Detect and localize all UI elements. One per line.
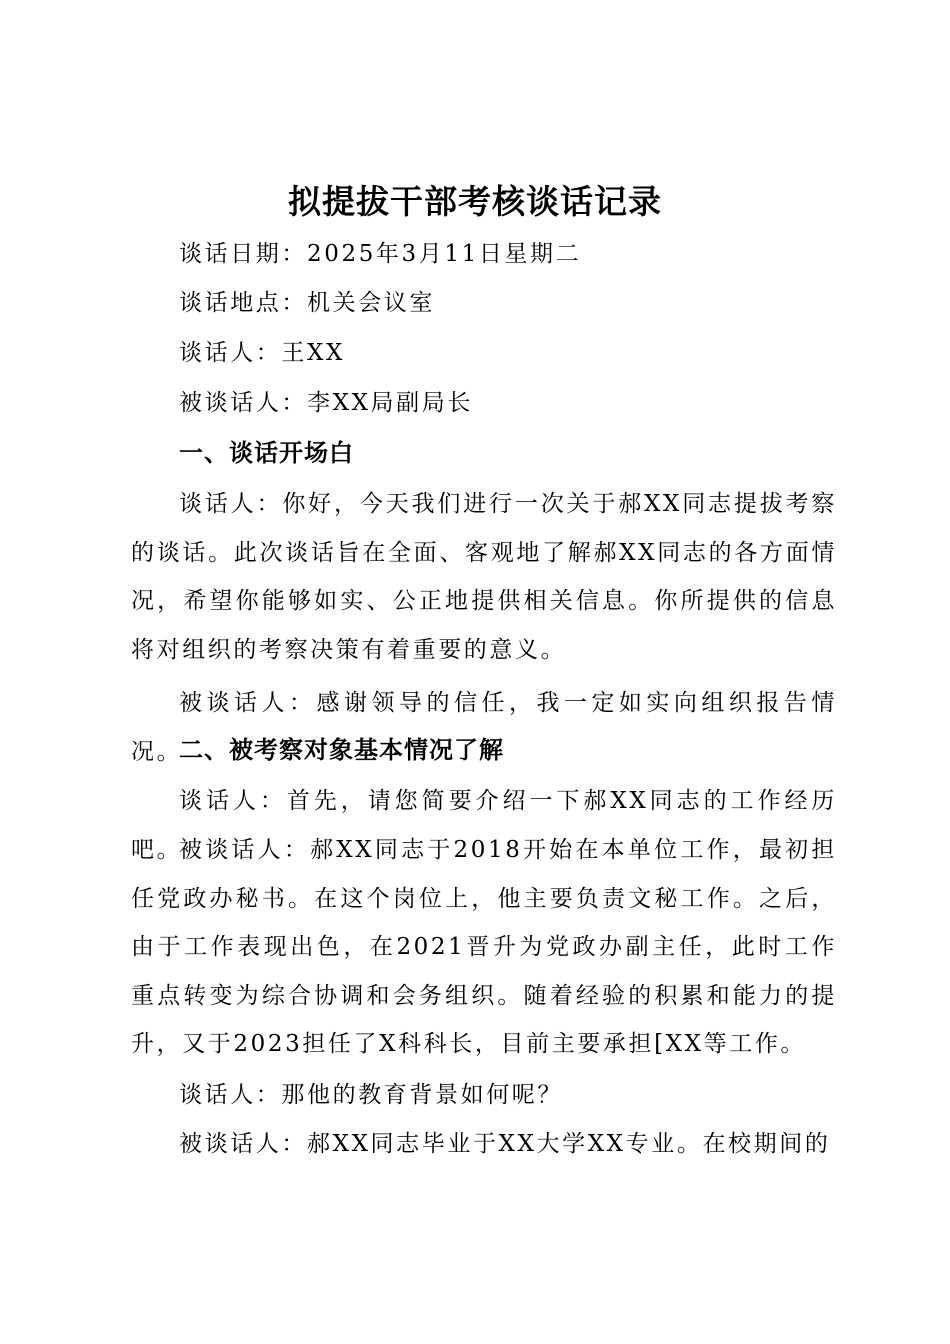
meta-interviewer: 谈话人：王XX <box>179 340 345 366</box>
section-heading-basic-info: 二、被考察对象基本情况了解 <box>179 735 504 764</box>
section-heading-opening: 一、谈话开场白 <box>179 438 354 467</box>
paragraph-question-experience: 谈话人：首先，请您简要介绍一下郝XX同志的工作经历吧。 <box>131 788 837 863</box>
meta-date: 谈话日期：2025年3月11日星期二 <box>179 241 582 267</box>
document-title: 拟提拔干部考核谈话记录 <box>288 182 662 221</box>
meta-interviewee: 被谈话人：李XX局副局长 <box>179 390 473 416</box>
paragraph-answer-education: 被谈话人：郝XX同志毕业于XX大学XX专业。在校期间的 <box>179 1131 831 1157</box>
paragraph-opening-interviewer: 谈话人：你好，今天我们进行一次关于郝XX同志提拔考察的谈话。此次谈话旨在全面、客观地了解郝XX同志的各方面情况，希望你能够如实、公正地提供相关信息。你所提供的信息将对组织的考察决策有着重要的意义。 <box>131 491 837 663</box>
meta-location: 谈话地点：机关会议室 <box>179 290 435 316</box>
paragraph-question-education: 谈话人：那他的教育背景如何呢？ <box>179 1082 563 1108</box>
paragraph-opening-interviewee: 被谈话人：感谢领导的信任，我一定如实向组织报告情况。 <box>131 690 837 765</box>
paragraph-answer-experience: 被谈话人：郝XX同志于2018开始在本单位工作，最初担任党政办秘书。在这个岗位上，他主要负责文秘工作。之后，由于工作表现出色，在2021晋升为党政办副主任，此时工作重点转变为综合协调和会务组织。随着经验的积累和能力的提升，又于2023担任了X科科长，目前主要承担[XX等工作。 <box>131 837 837 1057</box>
